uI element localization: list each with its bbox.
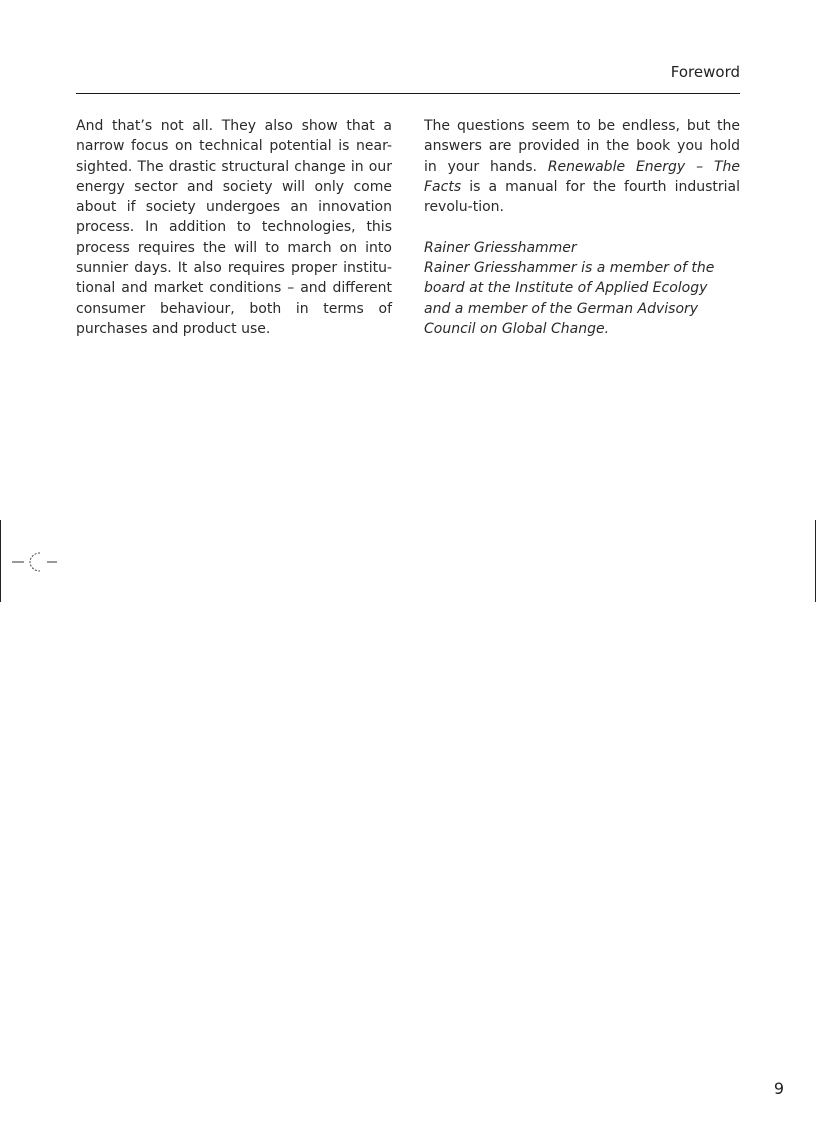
body-paragraph-right [424,116,740,217]
signature-name: Rainer Griesshammer [424,239,577,256]
signature-bio-line: Council on Global Change. [424,320,610,337]
signature-bio-line: and a member of the German Advisory [424,300,699,317]
registration-mark-icon [10,550,60,574]
header-rule [76,93,740,94]
body-paragraph-left: And that’s not all. They also show that a narrow focus on technical potential is near-sighted. The drastic structural change in our energy sector and society will only come about if society undergoes an innovation process. In addition to technologies, this process requires the will to march on into sunnier days. It also requires proper institu-tional and market conditions – and different consumer behaviour, both in terms of purchases and product use. [76,118,392,337]
signature-block [424,238,740,339]
signature-bio-line: board at the Institute of Applied Ecology [424,280,708,297]
paragraph-text-start: The questions seem to be endless, but the answers are provided in the book you hold in your hands. [424,118,740,175]
crop-mark-left [0,520,1,602]
book-title: Renewable Energy – The Facts [424,158,740,195]
right-column [424,116,740,339]
running-head-title: Foreword [670,63,740,81]
page-number: 9 [773,1079,784,1098]
paragraph-text-end: is a manual for the fourth industrial revolu-tion. [424,178,740,216]
left-column [76,116,392,339]
signature-bio-line: Rainer Griesshammer is a member of the [424,260,715,277]
